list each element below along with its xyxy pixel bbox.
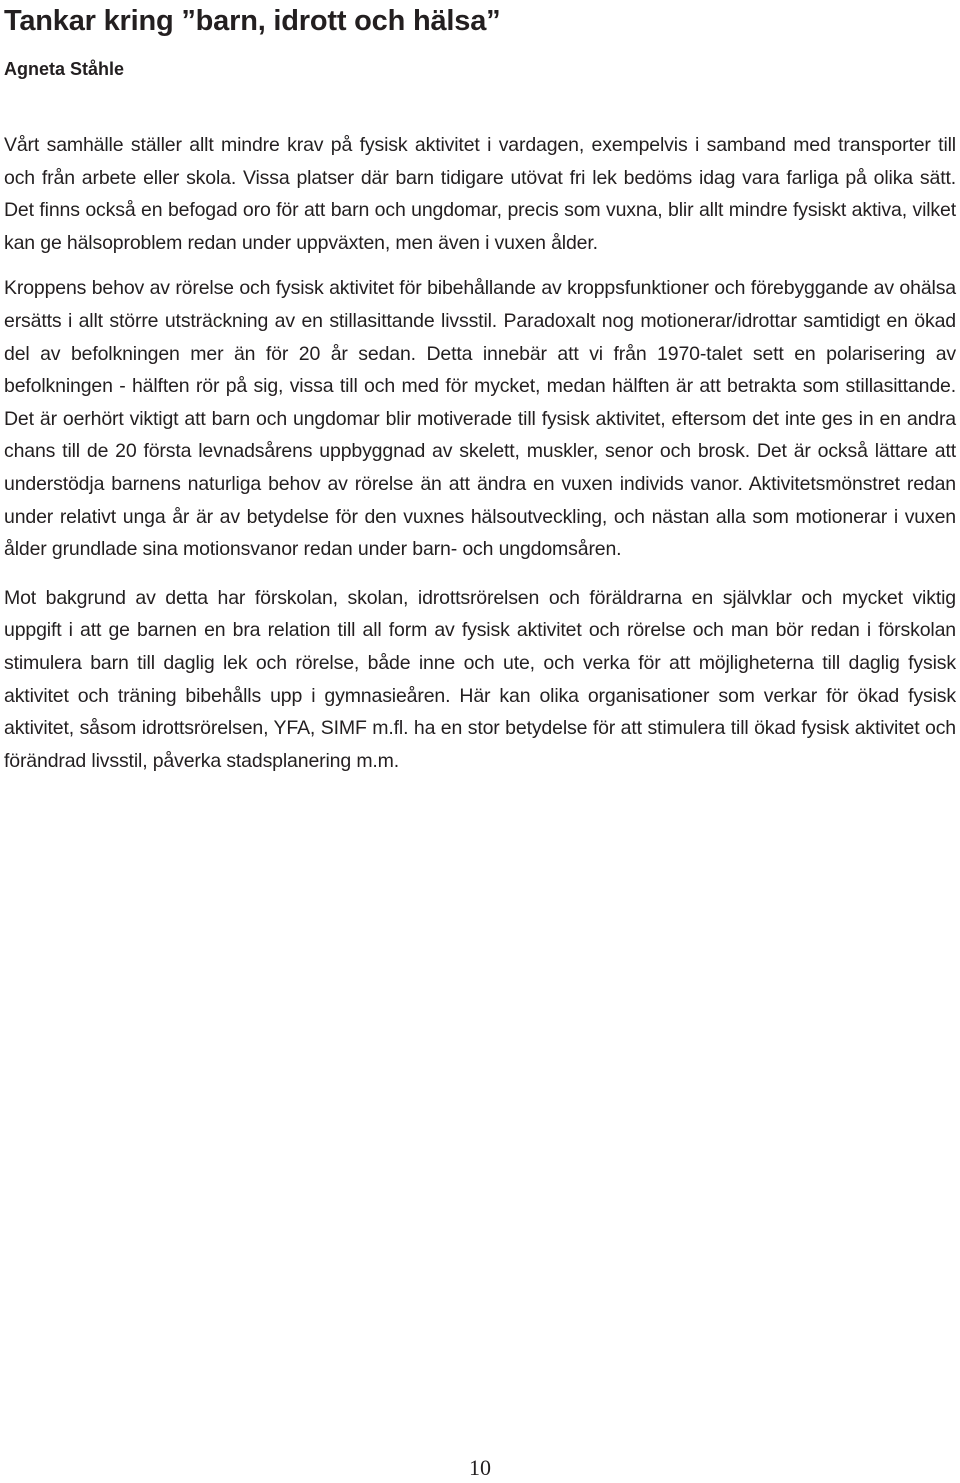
document-page (4, 0, 956, 777)
article-title: Tankar kring ”barn, idrott och hälsa” (4, 5, 501, 37)
body-paragraph: Kroppens behov av rörelse och fysisk aktivitet för bibehållande av kroppsfunktioner och förebyggande av ohälsa ersätts i allt större utsträckning av en stillasittande livsstil. Paradoxalt nog motionerar/idrottar samtidigt en ökad del av befolkningen mer än för 20 år sedan. Detta innebär att vi från 1970-talet sett en polarisering av befolkningen - hälften rör på sig, vissa till och med för mycket, medan hälften är att betrakta som stillasittande. Det är oerhört viktigt att barn och ungdomar blir motiverade till fysisk aktivitet, eftersom det inte ges in en andra chans till de 20 första levnadsårens uppbyggnad av skelett, muskler, senor och brosk. Det är också lättare att understödja barnens naturliga behov av rörelse än att ändra en vuxen individs vanor. Aktivitetsmönstret redan under relativt unga år är av betydelse för den vuxnes hälsoutveckling, och nästan alla som motionerar i vuxen ålder grundlade sina motionsvanor redan under barn- och ungdomsåren. (4, 277, 956, 561)
body-paragraph: Vårt samhälle ställer allt mindre krav på fysisk aktivitet i vardagen, exempelvis i samband med transporter till och från arbete eller skola. Vissa platser där barn tidigare utövat fri lek bedöms idag vara farliga på olika sätt. Det finns också en befogad oro för att barn och ungdomar, precis som vuxna, blir allt mindre fysiskt aktiva, vilket kan ge hälsoproblem redan under uppväxten, men även i vuxen ålder. (4, 134, 956, 254)
body-paragraph: Mot bakgrund av detta har förskolan, skolan, idrottsrörelsen och föräldrarna en självklar och mycket viktig uppgift i att ge barnen en bra relation till all form av fysisk aktivitet och rörelse och man bör redan i förskolan stimulera barn till daglig lek och rörelse, både inne och ute, och verka för att möjligheterna till daglig fysisk aktivitet och träning bibehålls upp i gymnasieåren. Här kan olika organisationer som verkar för ökad fysisk aktivitet, såsom idrottsrörelsen, YFA, SIMF m.fl. ha en stor betydelse för att stimulera till ökad fysisk aktivitet och förändrad livsstil, påverka stadsplanering m.m. (4, 586, 956, 772)
article-author: Agneta Ståhle (4, 59, 125, 79)
page-number: 10 (469, 1455, 491, 1480)
